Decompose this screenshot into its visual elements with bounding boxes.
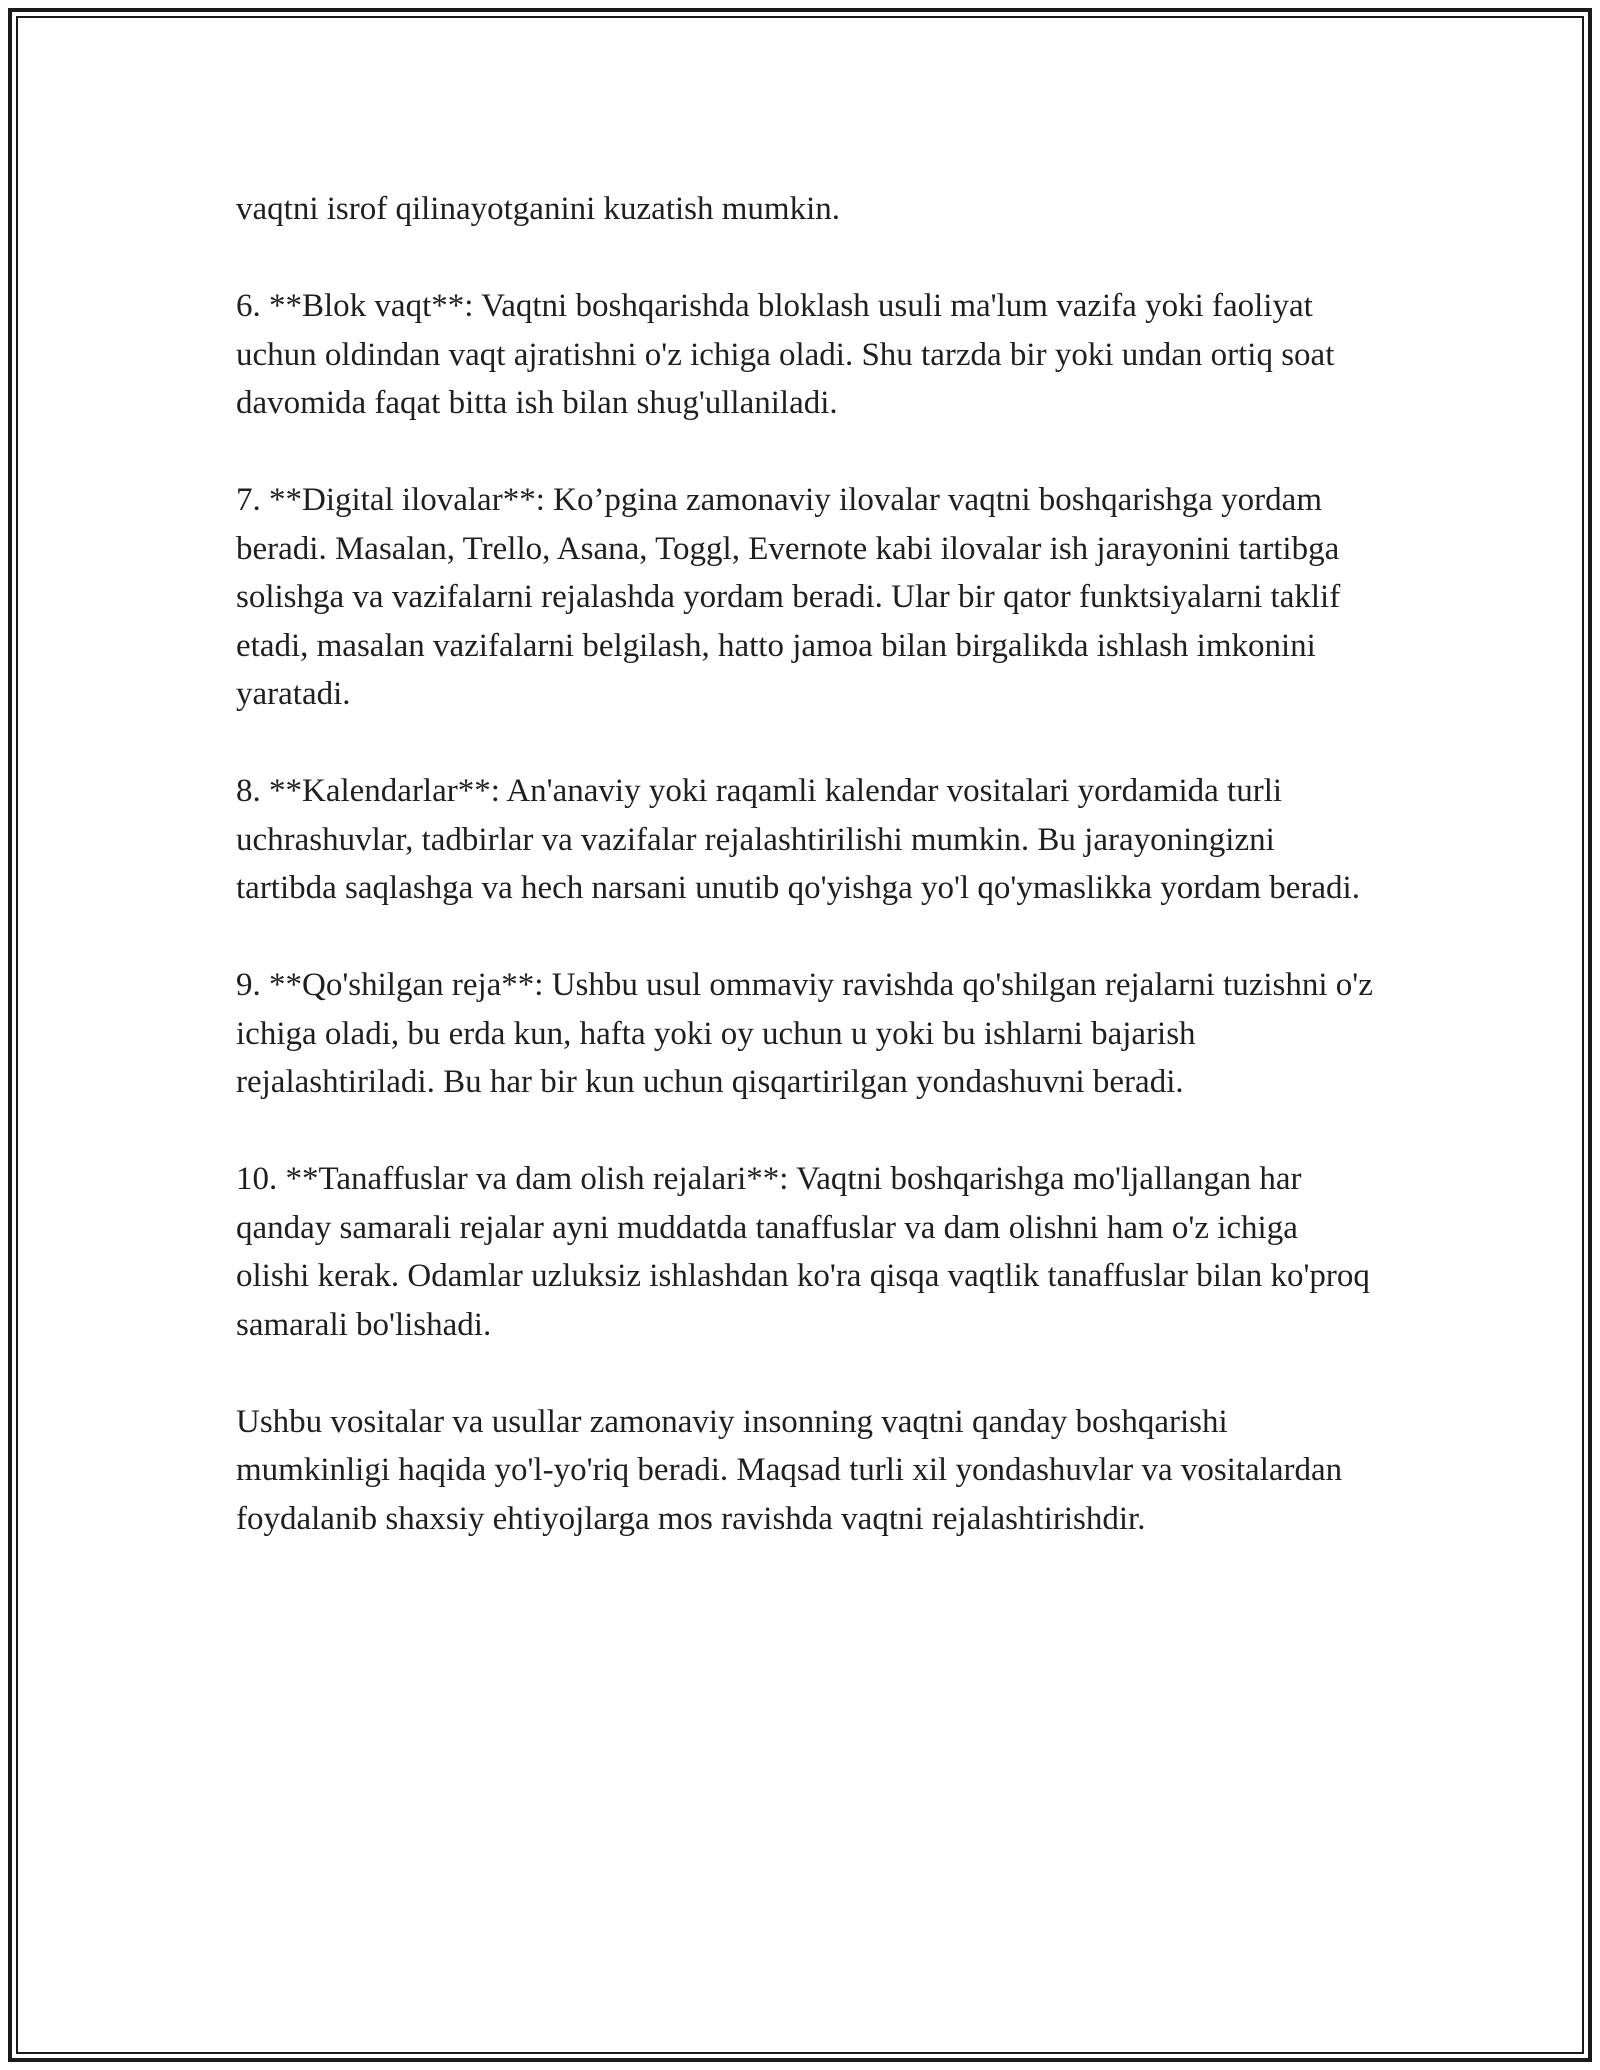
paragraph-item-6-blok-vaqt: 6. **Blok vaqt**: Vaqtni boshqarishda bloklash usuli ma'lum vazifa yoki faoliyat uchun oldindan vaqt ajratishni o'z ichiga oladi. Shu tarzda bir yoki undan ortiq soat davomida faqat bitta ish bilan shug'ullaniladi. [236, 288, 1335, 421]
paragraph-item-8-kalendarlar: 8. **Kalendarlar**: An'anaviy yoki raqamli kalendar vositalari yordamida turli uchrashuvlar, tadbirlar va vazifalar rejalashtirilishi mumkin. Bu jarayoningizni tartibda saqlashga va hech narsani unutib qo'yishga yo'l qo'ymaslikka yordam beradi. [236, 773, 1360, 906]
document-body [236, 185, 1376, 1543]
paragraph-continuation: vaqtni isrof qilinayotganini kuzatish mumkin. [236, 191, 841, 227]
paragraph-conclusion: Ushbu vositalar va usullar zamonaviy insonning vaqtni qanday boshqarishi mumkinligi haqida yo'l-yo'riq beradi. Maqsad turli xil yondashuvlar va vositalardan foydalanib shaxsiy ehtiyojlarga mos ravishda vaqtni rejalashtirishdir. [236, 1403, 1343, 1537]
paragraph-item-10-tanaffuslar: 10. **Tanaffuslar va dam olish rejalari**: Vaqtni boshqarishga mo'ljallangan har qanday samarali rejalar ayni muddatda tanaffuslar va dam olishni ham o'z ichiga olishi kerak. Odamlar uzluksiz ishlashdan ko'ra qisqa vaqtlik tanaffuslar bilan ko'proq samarali bo'lishadi. [236, 1161, 1370, 1343]
paragraph-item-7-digital-ilovalar: 7. **Digital ilovalar**: Ko’pgina zamonaviy ilovalar vaqtni boshqarishga yordam beradi. Masalan, Trello, Asana, Toggl, Evernote kabi ilovalar ish jarayonini tartibga solishga va vazifalarni rejalashda yordam beradi. Ular bir qator funktsiyalarni taklif etadi, masalan vazifalarni belgilash, hatto jamoa bilan birgalikda ishlash imkonini yaratadi. [236, 482, 1341, 712]
paragraph-item-9-qoshilgan-reja: 9. **Qo'shilgan reja**: Ushbu usul ommaviy ravishda qo'shilgan rejalarni tuzishni o'z ichiga oladi, bu erda kun, hafta yoki oy uchun u yoki bu ishlarni bajarish rejalashtiriladi. Bu har bir kun uchun qisqartirilgan yondashuvni beradi. [236, 967, 1373, 1100]
